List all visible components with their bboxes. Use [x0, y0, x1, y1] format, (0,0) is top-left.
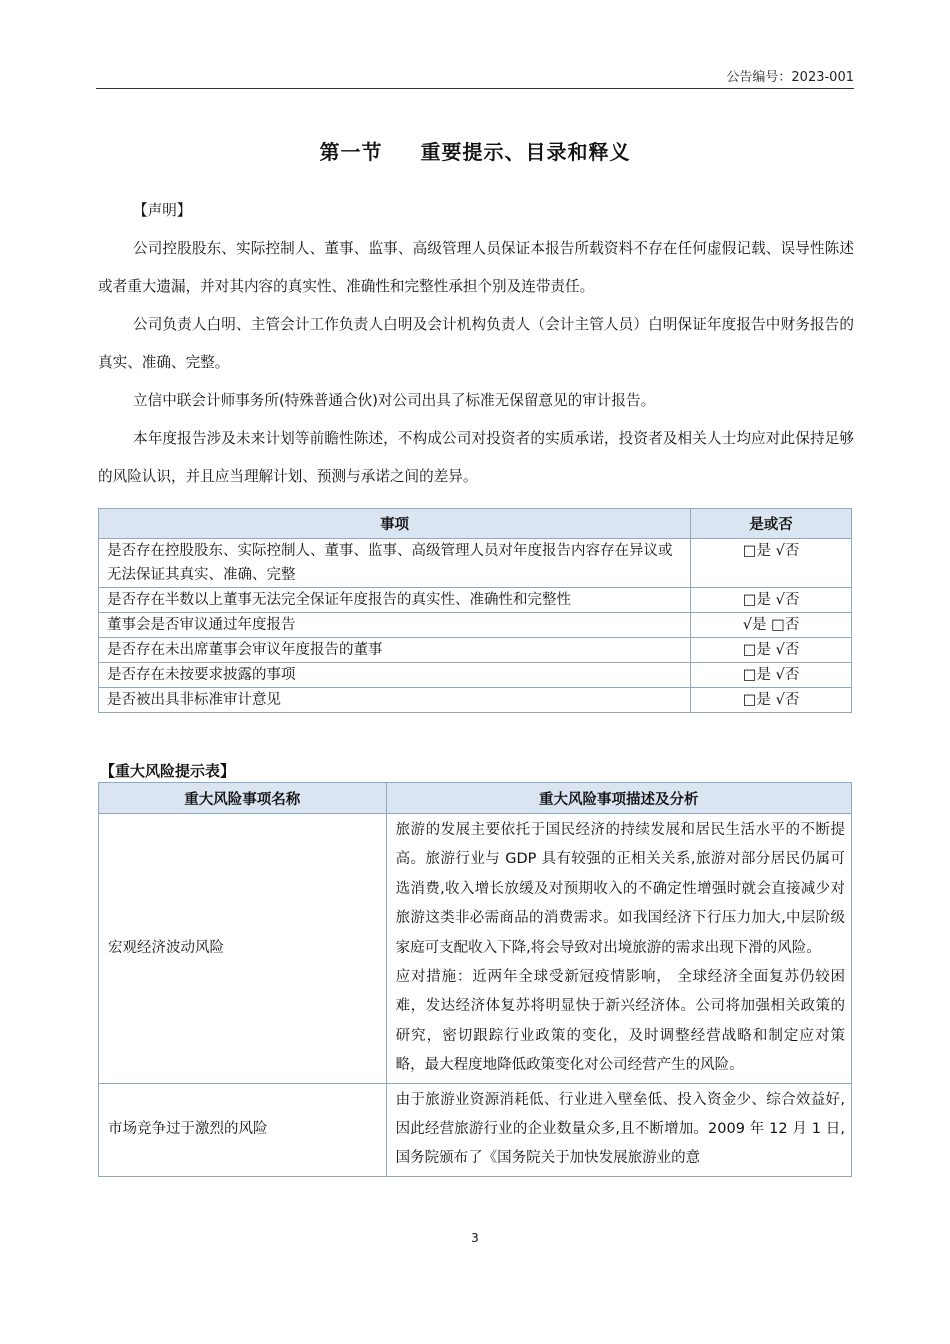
section-name: 重要提示、目录和释义 [420, 140, 631, 164]
risk-name: 宏观经济波动风险 [99, 814, 387, 1084]
risk-description: 旅游的发展主要依托于国民经济的持续发展和居民生活水平的不断提高。旅游行业与 GDP 具有较强的正相关关系,旅游对部分居民仍属可选消费,收入增长放缓及对预期收入的不确定性增强时就会直接减少对旅游这类非必需商品的消费需求。如我国经济下行压力加大,中层阶级家庭可支配收入下降,将会导致对出境旅游的需求出现下滑的风险。 [395, 822, 845, 956]
risk-description-cell [386, 814, 851, 1084]
declaration-paragraph: 公司控股股东、实际控制人、董事、监事、高级管理人员保证本报告所载资料不存在任何虚假记载、误导性陈述或者重大遗漏，并对其内容的真实性、准确性和完整性承担个别及连带责任。 [98, 240, 854, 295]
section-title [0, 136, 950, 165]
table-row [99, 663, 852, 688]
declaration-block [98, 192, 854, 496]
column-header-risk-name: 重大风险事项名称 [99, 783, 387, 814]
risk-measures: 应对措施：近两年全球受新冠疫情影响， 全球经济全面复苏仍较困难，发达经济体复苏将明显快于新兴经济体。公司将加强相关政策的研究，密切跟踪行业政策的变化，及时调整经营战略和制定应对策略，最大程度地降低政策变化对公司经营产生的风险。 [395, 969, 845, 1074]
announcement-code: 公告编号：2023-001 [726, 70, 854, 85]
table-header-row [99, 783, 852, 814]
risk-description-cell [386, 1083, 851, 1176]
risk-table-heading: 【重大风险提示表】 [100, 762, 236, 780]
table-row [99, 613, 852, 638]
table-header-row [99, 509, 852, 539]
matter-item: 是否存在半数以上董事无法完全保证年度报告的真实性、准确性和完整性 [99, 588, 691, 613]
declaration-paragraph: 立信中联会计师事务所(特殊普通合伙)对公司出具了标准无保留意见的审计报告。 [133, 392, 656, 409]
matter-item: 是否存在未按要求披露的事项 [99, 663, 691, 688]
page-number: 3 [471, 1231, 479, 1245]
risk-table [98, 782, 852, 1177]
section-number: 第一节 [319, 140, 383, 164]
matter-answer: √是 □否 [691, 613, 852, 638]
table-row [99, 588, 852, 613]
matter-answer: □是 √否 [691, 638, 852, 663]
declaration-label: 【声明】 [133, 202, 192, 219]
risk-description: 由于旅游业资源消耗低、行业进入壁垒低、投入资金少、综合效益好,因此经营旅游行业的企业数量众多,且不断增加。2009 年 12 月 1 日,国务院颁布了《国务院关于加快发展旅游业的意 [395, 1091, 845, 1167]
matter-item: 是否被出具非标准审计意见 [99, 688, 691, 713]
matter-answer: □是 √否 [691, 688, 852, 713]
column-header-answer: 是或否 [691, 509, 852, 539]
table-row [99, 814, 852, 1084]
column-header-item: 事项 [99, 509, 691, 539]
table-row [99, 638, 852, 663]
matter-answer: □是 √否 [691, 663, 852, 688]
header-divider [96, 88, 854, 89]
declaration-paragraph: 本年度报告涉及未来计划等前瞻性陈述，不构成公司对投资者的实质承诺，投资者及相关人士均应对此保持足够的风险认识，并且应当理解计划、预测与承诺之间的差异。 [98, 430, 854, 485]
matter-item: 是否存在未出席董事会审议年度报告的董事 [99, 638, 691, 663]
matter-item: 是否存在控股股东、实际控制人、董事、监事、高级管理人员对年度报告内容存在异议或无法保证其真实、准确、完整 [99, 539, 691, 588]
table-row [99, 688, 852, 713]
matter-answer: □是 √否 [691, 539, 852, 588]
matter-answer: □是 √否 [691, 588, 852, 613]
table-row [99, 1083, 852, 1176]
risk-name: 市场竞争过于激烈的风险 [99, 1083, 387, 1176]
matter-item: 董事会是否审议通过年度报告 [99, 613, 691, 638]
declaration-paragraph: 公司负责人白明、主管会计工作负责人白明及会计机构负责人（会计主管人员）白明保证年度报告中财务报告的真实、准确、完整。 [98, 316, 854, 371]
column-header-risk-description: 重大风险事项描述及分析 [386, 783, 851, 814]
matters-table [98, 508, 852, 713]
table-row [99, 539, 852, 588]
